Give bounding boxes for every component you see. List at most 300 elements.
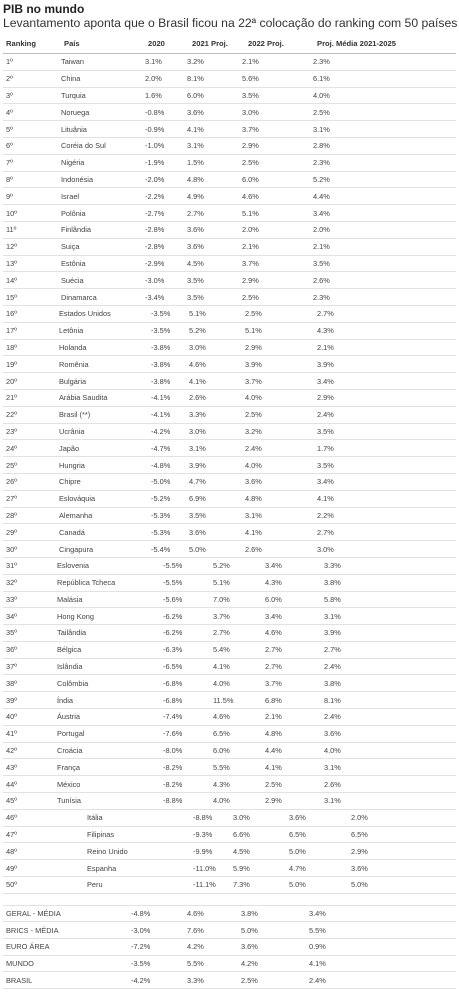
cell-y2022-proj: 2.4% — [245, 443, 262, 453]
cell-y2022-proj: 4.6% — [265, 628, 282, 638]
cell-y2020: 1.6% — [145, 90, 162, 100]
table-row — [3, 810, 456, 827]
cell-y2021-proj: 3.0% — [233, 813, 250, 823]
table-row — [3, 592, 456, 609]
table-row — [3, 373, 456, 390]
cell-y2020: -9.9% — [193, 846, 213, 856]
cell-y2022-proj: 3.6% — [289, 813, 306, 823]
cell-country: Filipinas — [87, 830, 115, 840]
cell-rank: 6º — [6, 141, 13, 151]
summary-cell-y2022-proj: 4.2% — [241, 958, 258, 968]
table-row — [3, 121, 456, 138]
cell-y2022-proj: 5.1% — [242, 208, 259, 218]
cell-y2022-proj: 3.6% — [245, 477, 262, 487]
summary-table — [3, 906, 456, 989]
cell-y2022-proj: 5.0% — [289, 846, 306, 856]
cell-y2020: -5.3% — [151, 510, 171, 520]
cell-country: China — [61, 74, 81, 84]
cell-country: Chipre — [59, 477, 81, 487]
cell-y2021-proj: 4.6% — [189, 359, 206, 369]
cell-y2020: -2.2% — [145, 191, 165, 201]
cell-avg-proj: 4.4% — [313, 191, 330, 201]
cell-rank: 43º — [6, 762, 17, 772]
summary-cell-avg-proj: 2.4% — [309, 975, 326, 985]
cell-y2020: -3.8% — [151, 342, 171, 352]
summary-row — [3, 972, 456, 989]
cell-rank: 19º — [6, 359, 17, 369]
table-row — [3, 222, 456, 239]
table-row — [3, 54, 456, 71]
summary-cell-y2020: -7.2% — [131, 942, 151, 952]
cell-y2021-proj: 1.5% — [187, 158, 204, 168]
cell-rank: 15º — [6, 292, 17, 302]
cell-y2021-proj: 3.3% — [189, 410, 206, 420]
cell-y2022-proj: 4.6% — [242, 191, 259, 201]
table-row — [3, 340, 456, 357]
summary-cell-y2022-proj: 5.0% — [241, 925, 258, 935]
cell-avg-proj: 2.3% — [313, 292, 330, 302]
cell-avg-proj: 2.5% — [313, 107, 330, 117]
cell-country: Noruega — [61, 107, 90, 117]
table-row — [3, 843, 456, 860]
cell-y2021-proj: 3.7% — [213, 611, 230, 621]
cell-rank: 33º — [6, 594, 17, 604]
cell-country: Estados Unidos — [59, 309, 111, 319]
cell-country: Tailândia — [57, 628, 87, 638]
cell-avg-proj: 6.1% — [313, 74, 330, 84]
cell-y2022-proj: 3.2% — [245, 426, 262, 436]
cell-y2022-proj: 4.0% — [245, 460, 262, 470]
table-row — [3, 272, 456, 289]
cell-y2021-proj: 5.2% — [189, 326, 206, 336]
cell-y2021-proj: 5.1% — [213, 578, 230, 588]
table-row — [3, 306, 456, 323]
cell-y2022-proj: 3.4% — [265, 561, 282, 571]
header-2020: 2020 — [148, 39, 165, 48]
cell-rank: 18º — [6, 342, 17, 352]
cell-rank: 39º — [6, 695, 17, 705]
cell-y2020: -0.9% — [145, 124, 165, 134]
summary-cell-avg-proj: 3.4% — [309, 909, 326, 919]
cell-avg-proj: 5.0% — [351, 880, 368, 890]
cell-avg-proj: 2.0% — [351, 813, 368, 823]
page-title: PIB no mundo — [3, 2, 85, 16]
cell-y2022-proj: 2.5% — [265, 779, 282, 789]
table-row — [3, 239, 456, 256]
cell-rank: 3º — [6, 90, 13, 100]
cell-y2021-proj: 11.5% — [213, 695, 234, 705]
table-row — [3, 642, 456, 659]
cell-rank: 37º — [6, 662, 17, 672]
cell-avg-proj: 2.6% — [313, 275, 330, 285]
summary-cell-y2022-proj: 2.5% — [241, 975, 258, 985]
page-subtitle: Levantamento aponta que o Brasil ficou na 22ª colocação do ranking com 50 países — [3, 16, 458, 30]
cell-y2021-proj: 3.6% — [187, 107, 204, 117]
cell-y2021-proj: 4.9% — [187, 191, 204, 201]
cell-avg-proj: 3.1% — [324, 611, 341, 621]
cell-rank: 41º — [6, 729, 17, 739]
summary-row — [3, 906, 456, 923]
cell-avg-proj: 2.8% — [313, 141, 330, 151]
summary-cell-y2022-proj: 3.6% — [241, 942, 258, 952]
cell-avg-proj: 4.1% — [317, 494, 334, 504]
cell-y2020: -6.2% — [163, 628, 183, 638]
cell-avg-proj: 4.0% — [324, 746, 341, 756]
cell-y2022-proj: 3.7% — [242, 258, 259, 268]
header-avg-proj: Proj. Média 2021-2025 — [317, 39, 396, 48]
cell-y2020: -2.8% — [145, 242, 165, 252]
summary-cell-y2020: -4.2% — [131, 975, 151, 985]
cell-y2020: -3.4% — [145, 292, 165, 302]
cell-y2020: -3.8% — [151, 376, 171, 386]
table-row — [3, 474, 456, 491]
cell-country: Japão — [59, 443, 80, 453]
cell-y2022-proj: 2.1% — [265, 712, 282, 722]
cell-avg-proj: 2.4% — [324, 662, 341, 672]
cell-rank: 4º — [6, 107, 13, 117]
cell-rank: 44º — [6, 779, 17, 789]
cell-rank: 42º — [6, 746, 17, 756]
cell-country: Ucrânia — [59, 426, 85, 436]
cell-y2021-proj: 2.6% — [189, 393, 206, 403]
table-row — [3, 323, 456, 340]
table-row — [3, 256, 456, 273]
summary-cell-label: EURO ÁREA — [6, 942, 50, 952]
cell-y2022-proj: 3.4% — [265, 611, 282, 621]
cell-y2020: -8.0% — [163, 746, 183, 756]
cell-avg-proj: 3.6% — [351, 863, 368, 873]
summary-cell-y2020: -3.0% — [131, 925, 151, 935]
cell-avg-proj: 3.9% — [324, 628, 341, 638]
cell-y2020: -6.8% — [163, 695, 183, 705]
cell-country: Islândia — [57, 662, 83, 672]
cell-y2021-proj: 3.2% — [187, 57, 204, 67]
cell-rank: 50º — [6, 880, 17, 890]
cell-country: Polônia — [61, 208, 86, 218]
cell-y2020: -1.0% — [145, 141, 165, 151]
cell-avg-proj: 3.0% — [317, 544, 334, 554]
summary-row — [3, 922, 456, 939]
cell-y2020: -8.8% — [193, 813, 213, 823]
cell-country: França — [57, 762, 81, 772]
cell-y2020: -2.0% — [145, 174, 165, 184]
cell-y2021-proj: 3.1% — [187, 141, 204, 151]
cell-avg-proj: 3.1% — [313, 124, 330, 134]
cell-avg-proj: 2.9% — [351, 846, 368, 856]
cell-avg-proj: 8.1% — [324, 695, 341, 705]
cell-y2021-proj: 7.0% — [213, 594, 230, 604]
cell-y2020: -3.5% — [151, 309, 171, 319]
cell-rank: 28º — [6, 510, 17, 520]
cell-y2020: -4.8% — [151, 460, 171, 470]
header-ranking: Ranking — [6, 39, 36, 48]
cell-y2020: 3.1% — [145, 57, 162, 67]
cell-country: Peru — [87, 880, 103, 890]
table-row — [3, 793, 456, 810]
cell-y2022-proj: 6.0% — [265, 594, 282, 604]
cell-country: Colômbia — [57, 678, 89, 688]
cell-country: Israel — [61, 191, 80, 201]
cell-avg-proj: 2.1% — [317, 342, 334, 352]
cell-y2021-proj: 3.5% — [187, 292, 204, 302]
cell-y2022-proj: 4.0% — [245, 393, 262, 403]
cell-y2021-proj: 7.3% — [233, 880, 250, 890]
cell-rank: 9º — [6, 191, 13, 201]
cell-country: Finlândia — [61, 225, 91, 235]
cell-y2021-proj: 4.1% — [189, 376, 206, 386]
cell-rank: 13º — [6, 258, 17, 268]
summary-cell-y2020: -3.5% — [131, 958, 151, 968]
table-row — [3, 491, 456, 508]
cell-country: Eslováquia — [59, 494, 96, 504]
cell-y2021-proj: 6.5% — [213, 729, 230, 739]
cell-y2020: -8.2% — [163, 762, 183, 772]
cell-y2022-proj: 5.1% — [245, 326, 262, 336]
cell-y2022-proj: 4.8% — [245, 494, 262, 504]
cell-country: Áustria — [57, 712, 81, 722]
cell-y2021-proj: 3.0% — [189, 342, 206, 352]
table-row — [3, 675, 456, 692]
table-row — [3, 692, 456, 709]
cell-rank: 22º — [6, 410, 17, 420]
table-row — [3, 390, 456, 407]
table-row — [3, 860, 456, 877]
cell-y2020: -5.0% — [151, 477, 171, 487]
cell-avg-proj: 3.4% — [313, 208, 330, 218]
table-row — [3, 827, 456, 844]
table-row — [3, 440, 456, 457]
cell-y2020: 2.0% — [145, 74, 162, 84]
cell-country: Espanha — [87, 863, 117, 873]
summary-cell-label: BRASIL — [6, 975, 33, 985]
cell-y2020: -4.2% — [151, 426, 171, 436]
cell-y2020: -2.9% — [145, 258, 165, 268]
cell-country: Arábia Saudita — [59, 393, 108, 403]
cell-y2020: -4.7% — [151, 443, 171, 453]
cell-y2022-proj: 2.6% — [245, 544, 262, 554]
cell-country: Tunísia — [57, 796, 81, 806]
cell-avg-proj: 3.8% — [324, 678, 341, 688]
cell-y2020: -2.8% — [145, 225, 165, 235]
summary-cell-y2022-proj: 3.8% — [241, 909, 258, 919]
cell-rank: 27º — [6, 494, 17, 504]
cell-avg-proj: 2.7% — [324, 645, 341, 655]
cell-y2022-proj: 2.9% — [242, 275, 259, 285]
cell-y2021-proj: 6.0% — [213, 746, 230, 756]
cell-y2021-proj: 5.5% — [213, 762, 230, 772]
header-2022-proj: 2022 Proj. — [248, 39, 284, 48]
table-row — [3, 575, 456, 592]
cell-avg-proj: 1.7% — [317, 443, 334, 453]
cell-y2022-proj: 3.1% — [245, 510, 262, 520]
table-row — [3, 172, 456, 189]
table-row — [3, 558, 456, 575]
cell-y2021-proj: 3.6% — [187, 225, 204, 235]
table-row — [3, 188, 456, 205]
cell-y2021-proj: 2.7% — [187, 208, 204, 218]
cell-y2021-proj: 5.0% — [189, 544, 206, 554]
cell-country: Turquia — [61, 90, 86, 100]
summary-cell-y2021-proj: 5.5% — [187, 958, 204, 968]
table-header — [3, 34, 456, 54]
cell-avg-proj: 2.2% — [317, 510, 334, 520]
cell-rank: 48º — [6, 846, 17, 856]
cell-avg-proj: 3.4% — [317, 477, 334, 487]
cell-country: Suécia — [61, 275, 84, 285]
cell-rank: 45º — [6, 796, 17, 806]
summary-row — [3, 939, 456, 956]
cell-rank: 40º — [6, 712, 17, 722]
cell-country: Malásia — [57, 594, 83, 604]
table-row — [3, 356, 456, 373]
cell-avg-proj: 2.3% — [313, 158, 330, 168]
cell-y2022-proj: 4.1% — [245, 527, 262, 537]
cell-avg-proj: 3.5% — [313, 258, 330, 268]
summary-cell-avg-proj: 5.5% — [309, 925, 326, 935]
cell-y2021-proj: 4.1% — [187, 124, 204, 134]
cell-y2021-proj: 6.0% — [187, 90, 204, 100]
cell-rank: 11º — [6, 225, 17, 235]
cell-y2022-proj: 2.9% — [265, 796, 282, 806]
cell-country: Bulgária — [59, 376, 87, 386]
table-row — [3, 877, 456, 894]
cell-rank: 25º — [6, 460, 17, 470]
cell-y2022-proj: 2.9% — [245, 342, 262, 352]
cell-y2021-proj: 3.5% — [187, 275, 204, 285]
cell-avg-proj: 4.3% — [317, 326, 334, 336]
cell-avg-proj: 3.1% — [324, 796, 341, 806]
cell-rank: 8º — [6, 174, 13, 184]
cell-rank: 29º — [6, 527, 17, 537]
cell-y2022-proj: 2.0% — [242, 225, 259, 235]
cell-avg-proj: 2.6% — [324, 779, 341, 789]
table-row — [3, 155, 456, 172]
table-row — [3, 524, 456, 541]
cell-y2020: -5.5% — [163, 561, 183, 571]
cell-y2022-proj: 4.8% — [265, 729, 282, 739]
cell-country: Coréia do Sul — [61, 141, 106, 151]
cell-rank: 23º — [6, 426, 17, 436]
cell-rank: 24º — [6, 443, 17, 453]
cell-y2020: -6.2% — [163, 611, 183, 621]
cell-y2020: -1.9% — [145, 158, 165, 168]
cell-country: Reino Unido — [87, 846, 128, 856]
cell-avg-proj: 3.5% — [317, 426, 334, 436]
cell-y2020: -5.6% — [163, 594, 183, 604]
cell-y2021-proj: 3.0% — [189, 426, 206, 436]
header-2021-proj: 2021 Proj. — [192, 39, 228, 48]
cell-y2020: -5.5% — [163, 578, 183, 588]
table-row — [3, 71, 456, 88]
table-row — [3, 608, 456, 625]
cell-avg-proj: 2.7% — [317, 527, 334, 537]
cell-rank: 32º — [6, 578, 17, 588]
cell-y2021-proj: 4.5% — [233, 846, 250, 856]
cell-y2021-proj: 4.5% — [187, 258, 204, 268]
cell-y2021-proj: 5.9% — [233, 863, 250, 873]
cell-country: Hong Kong — [57, 611, 94, 621]
cell-y2022-proj: 4.4% — [265, 746, 282, 756]
table-row — [3, 709, 456, 726]
summary-row — [3, 956, 456, 973]
cell-rank: 46º — [6, 813, 17, 823]
cell-rank: 21º — [6, 393, 17, 403]
cell-avg-proj: 2.0% — [313, 225, 330, 235]
cell-avg-proj: 2.7% — [317, 309, 334, 319]
summary-cell-y2021-proj: 4.6% — [187, 909, 204, 919]
cell-rank: 2º — [6, 74, 13, 84]
cell-y2022-proj: 3.5% — [242, 90, 259, 100]
cell-y2022-proj: 2.5% — [245, 309, 262, 319]
cell-y2021-proj: 6.6% — [233, 830, 250, 840]
cell-y2020: -4.1% — [151, 410, 171, 420]
cell-y2022-proj: 3.0% — [242, 107, 259, 117]
cell-y2021-proj: 2.7% — [213, 628, 230, 638]
cell-avg-proj: 3.8% — [324, 578, 341, 588]
cell-rank: 16º — [6, 309, 17, 319]
cell-y2022-proj: 2.5% — [245, 410, 262, 420]
table-row — [3, 205, 456, 222]
cell-country: Portugal — [57, 729, 85, 739]
cell-country: Nigéria — [61, 158, 85, 168]
cell-avg-proj: 2.9% — [317, 393, 334, 403]
cell-country: Taiwan — [61, 57, 85, 67]
cell-y2021-proj: 3.5% — [189, 510, 206, 520]
cell-y2022-proj: 6.5% — [289, 830, 306, 840]
table-row — [3, 726, 456, 743]
table-row — [3, 138, 456, 155]
cell-y2021-proj: 4.3% — [213, 779, 230, 789]
cell-y2020: -8.2% — [163, 779, 183, 789]
cell-y2021-proj: 5.2% — [213, 561, 230, 571]
table-row — [3, 625, 456, 642]
cell-y2022-proj: 2.7% — [265, 662, 282, 672]
cell-rank: 47º — [6, 830, 17, 840]
cell-rank: 36º — [6, 645, 17, 655]
cell-y2021-proj: 4.6% — [213, 712, 230, 722]
cell-rank: 38º — [6, 678, 17, 688]
summary-cell-label: MUNDO — [6, 958, 34, 968]
cell-y2022-proj: 5.0% — [289, 880, 306, 890]
cell-rank: 34º — [6, 611, 17, 621]
cell-country: Lituânia — [61, 124, 87, 134]
cell-y2020: -6.5% — [163, 662, 183, 672]
cell-y2020: -4.1% — [151, 393, 171, 403]
cell-y2021-proj: 3.1% — [189, 443, 206, 453]
cell-avg-proj: 3.4% — [317, 376, 334, 386]
cell-country: Indonésia — [61, 174, 94, 184]
cell-y2022-proj: 2.1% — [242, 57, 259, 67]
cell-country: Brasil (**) — [59, 410, 91, 420]
cell-avg-proj: 2.4% — [317, 410, 334, 420]
table-body — [3, 54, 456, 894]
cell-country: Canadá — [59, 527, 85, 537]
cell-avg-proj: 4.0% — [313, 90, 330, 100]
cell-y2020: -3.0% — [145, 275, 165, 285]
cell-y2022-proj: 2.5% — [242, 158, 259, 168]
table-row — [3, 407, 456, 424]
table-row — [3, 289, 456, 306]
cell-country: Suiça — [61, 242, 80, 252]
cell-rank: 20º — [6, 376, 17, 386]
cell-country: Hungria — [59, 460, 85, 470]
cell-rank: 14º — [6, 275, 17, 285]
cell-y2022-proj: 6.8% — [265, 695, 282, 705]
cell-y2022-proj: 2.5% — [242, 292, 259, 302]
cell-avg-proj: 6.5% — [351, 830, 368, 840]
summary-cell-y2021-proj: 7.6% — [187, 925, 204, 935]
cell-country: Índia — [57, 695, 74, 705]
